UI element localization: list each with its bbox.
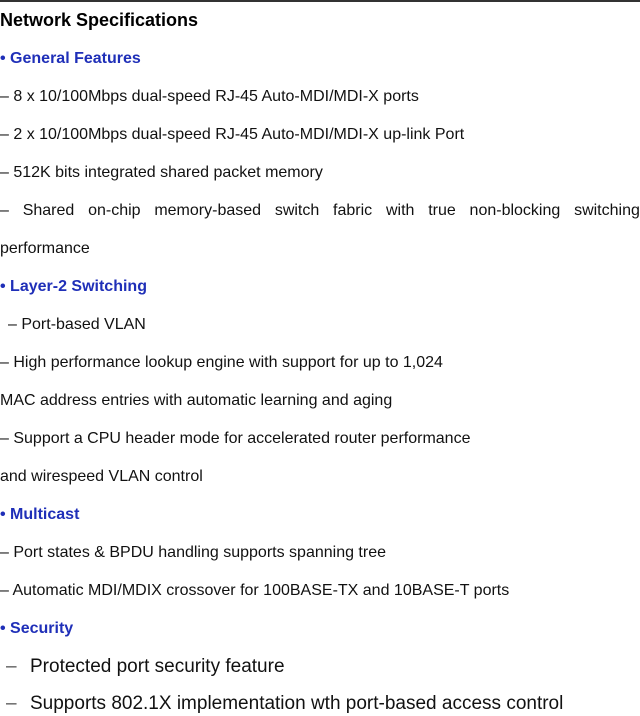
top-rule: [0, 0, 640, 2]
list-item-text: Protected port security feature: [30, 656, 285, 677]
word: non-blocking: [469, 202, 561, 219]
list-item: – High performance lookup engine with support for up to 1,024: [0, 354, 443, 371]
list-item: – Automatic MDI/MDIX crossover for 100BASE-TX and 10BASE-T ports: [0, 582, 510, 599]
section-heading-security: • Security: [0, 620, 74, 637]
justified-list-item: [0, 201, 640, 221]
word: –: [0, 202, 9, 219]
word: on-chip: [88, 202, 141, 219]
list-item: [0, 655, 640, 679]
list-item: – Port states & BPDU handling supports spanning tree: [0, 544, 386, 561]
list-item-continuation: MAC address entries with automatic learning and aging: [0, 392, 393, 409]
word: switch: [274, 202, 320, 219]
word: with: [385, 202, 415, 219]
list-item-continuation: performance: [0, 240, 90, 257]
word: Shared: [22, 202, 75, 219]
section-heading-multicast: • Multicast: [0, 506, 80, 523]
list-item-text: Supports 802.1X implementation wth port-based access control: [30, 693, 564, 714]
list-item: – Port-based VLAN: [8, 316, 146, 333]
list-item: – 2 x 10/100Mbps dual-speed RJ-45 Auto-MDI/MDI-X up-link Port: [0, 126, 465, 143]
section-heading-general-features: • General Features: [0, 50, 141, 67]
list-item: – 8 x 10/100Mbps dual-speed RJ-45 Auto-MDI/MDI-X ports: [0, 88, 419, 105]
list-item: [0, 692, 640, 716]
dash-marker: –: [6, 693, 17, 714]
word: switching: [574, 202, 640, 219]
word: memory-based: [154, 202, 262, 219]
word: true: [428, 202, 456, 219]
page-title: Network Specifications: [0, 10, 199, 30]
section-heading-layer2-switching: • Layer-2 Switching: [0, 278, 147, 295]
list-item: – Support a CPU header mode for accelerated router performance: [0, 430, 471, 447]
word: fabric: [333, 202, 373, 219]
list-item: – 512K bits integrated shared packet memory: [0, 164, 323, 181]
dash-marker: –: [6, 656, 17, 677]
list-item-continuation: and wirespeed VLAN control: [0, 468, 203, 485]
